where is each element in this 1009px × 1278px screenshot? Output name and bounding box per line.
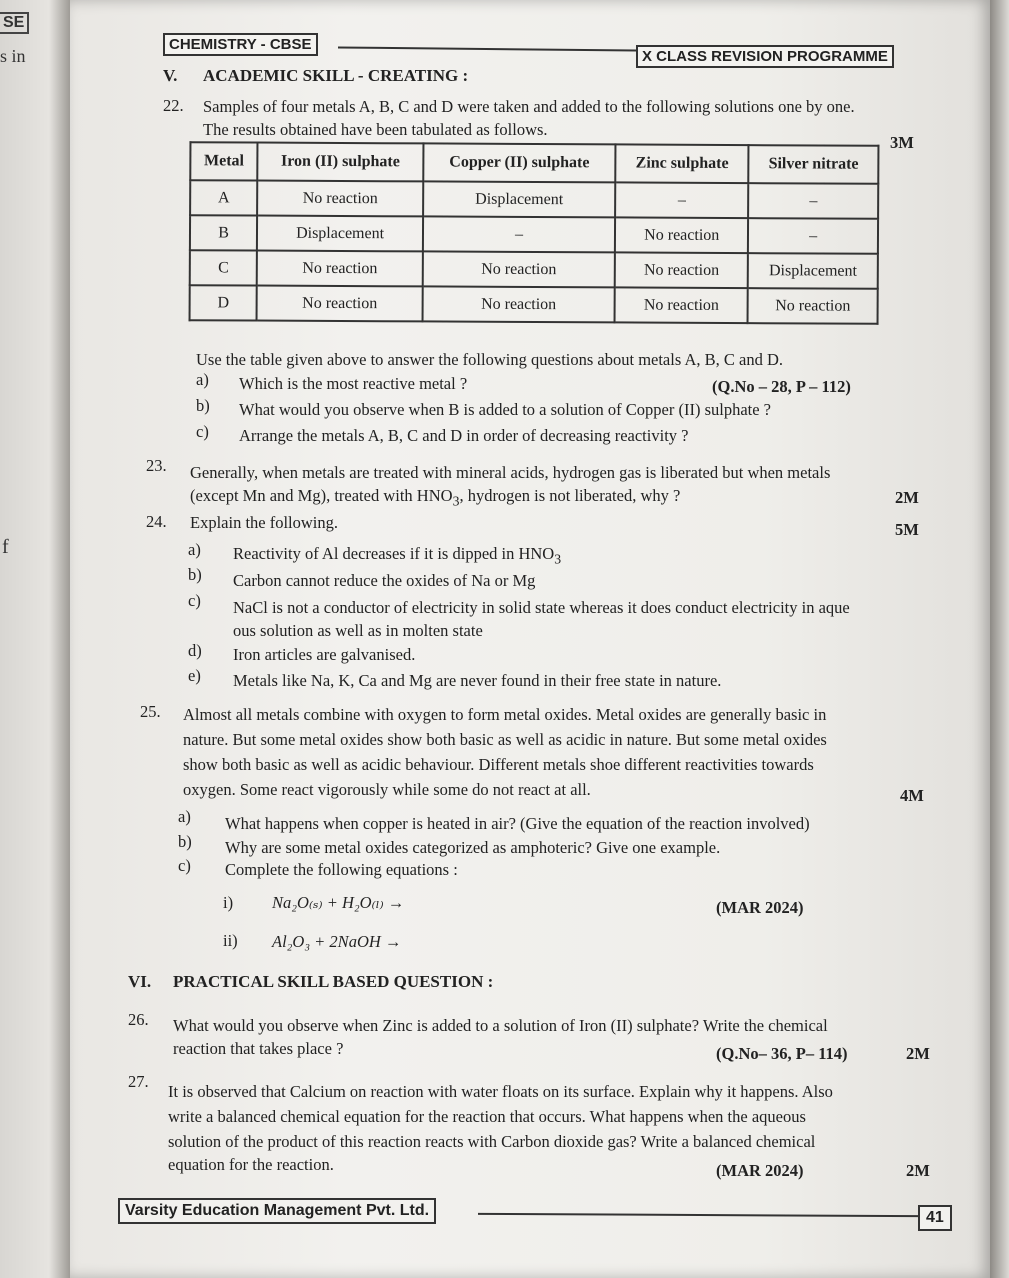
text-segment: (except Mn and Mg), treated with HNO [190, 486, 453, 505]
table-cell: D [190, 285, 257, 320]
table-cell: No reaction [615, 217, 748, 253]
marks-label: 5M [895, 520, 919, 539]
sub-question: NaCl is not a conductor of electricity in solid state whereas it does conduct electricity in aque [233, 598, 850, 617]
reference-label: (MAR 2024) [716, 898, 804, 917]
question-text: Explain the following. [190, 513, 339, 532]
sub-question: ous solution as well as in molten state [233, 621, 483, 640]
sub-question: Arrange the metals A, B, C and D in order of decreasing reactivity ? [239, 426, 689, 445]
reference-label: (Q.No– 36, P– 114) [716, 1044, 848, 1063]
sub-question: Complete the following equations : [225, 860, 458, 879]
sub-label: ii) [223, 931, 238, 950]
table-cell: No reaction [422, 286, 614, 322]
sub-question: Carbon cannot reduce the oxides of Na or Mg [233, 571, 536, 590]
table-header-cell: Metal [190, 142, 257, 180]
table-cell: Displacement [748, 253, 878, 289]
table-cell: No reaction [615, 287, 748, 323]
table-cell: – [748, 218, 878, 254]
sub-label: a) [178, 807, 191, 826]
table-cell: C [190, 250, 257, 285]
page-number: 41 [918, 1205, 952, 1231]
question-text: reaction that takes place ? [173, 1039, 344, 1058]
table-cell: No reaction [257, 286, 423, 322]
table-cell: No reaction [423, 251, 615, 287]
question-text: The results obtained have been tabulated as follows. [203, 120, 548, 139]
question-text: Generally, when metals are treated with mineral acids, hydrogen gas is liberated but when metals [190, 463, 831, 482]
section-number: V. [163, 66, 178, 85]
question-text: show both basic as well as acidic behaviour. Different metals shoe different reactivities towards [183, 755, 814, 774]
table-cell: – [748, 183, 878, 219]
sub-question: Why are some metal oxides categorized as amphoteric? Give one example. [225, 838, 721, 857]
table-row [190, 250, 878, 289]
subscript: 3 [554, 551, 562, 567]
question-text: solution of the product of this reaction reacts with Carbon dioxide gas? Write a balanced chemical [168, 1132, 816, 1151]
table-cell: Displacement [423, 181, 615, 217]
right-page-edge [990, 0, 1009, 1278]
section-number: VI. [128, 972, 152, 991]
equation: Al₂O₃ + 2NaOH → [272, 932, 402, 951]
question-text: What would you observe when Zinc is added to a solution of Iron (II) sulphate? Write the chemical [173, 1016, 828, 1035]
question-text: equation for the reaction. [168, 1155, 334, 1174]
sub-label: a) [188, 540, 201, 559]
table-header-cell: Iron (II) sulphate [258, 143, 424, 182]
sub-question: Iron articles are galvanised. [233, 645, 416, 664]
table-cell: No reaction [257, 251, 423, 287]
table-row [190, 215, 878, 254]
question-text: write a balanced chemical equation for the reaction that occurs. What happens when the aqueous [168, 1107, 806, 1126]
sub-label: b) [178, 832, 192, 851]
table-cell: No reaction [257, 181, 423, 217]
marks-label: 3M [890, 133, 914, 152]
sub-label: b) [188, 565, 202, 584]
table-cell: – [423, 216, 615, 252]
table-header-cell: Silver nitrate [749, 145, 879, 184]
table-cell: A [190, 180, 257, 215]
sub-label: c) [188, 591, 201, 610]
sub-label: d) [188, 641, 202, 660]
question-number: 27. [128, 1072, 149, 1091]
marks-label: 2M [895, 488, 919, 507]
sub-question: What would you observe when B is added to a solution of Copper (II) sulphate ? [239, 400, 772, 419]
sub-question [233, 542, 561, 570]
table-row [190, 285, 878, 324]
question-number: 26. [128, 1010, 149, 1029]
question-text: nature. But some metal oxides show both basic as well as acidic in nature. But some metal oxides [183, 730, 827, 749]
question-text [190, 484, 680, 512]
marks-label: 2M [906, 1161, 930, 1180]
table-cell: – [615, 182, 748, 218]
programme-header: X CLASS REVISION PROGRAMME [636, 45, 894, 68]
left-margin-letter: f [2, 536, 9, 558]
table-cell: B [190, 215, 257, 250]
publisher-footer: Varsity Education Management Pvt. Ltd. [118, 1198, 436, 1224]
sub-label: a) [196, 370, 209, 389]
section-title: ACADEMIC SKILL - CREATING : [203, 66, 469, 85]
text-segment: Reactivity of Al decreases if it is dipped in HNO [233, 544, 555, 563]
question-number: 22. [163, 96, 184, 115]
table-cell: No reaction [615, 252, 748, 288]
text-segment: , hydrogen is not liberated, why ? [459, 486, 681, 505]
sub-label: i) [223, 893, 234, 912]
reference-label: (MAR 2024) [716, 1161, 804, 1180]
equation: Na₂O₍ₛ₎ + H₂O₍ₗ₎ → [272, 893, 405, 912]
left-margin-text: s in [0, 46, 26, 66]
sub-label: c) [196, 422, 209, 441]
sub-label: e) [188, 666, 201, 685]
sub-question: Which is the most reactive metal ? [239, 374, 468, 393]
left-margin-box-text: SE [0, 12, 29, 34]
question-text: Almost all metals combine with oxygen to form metal oxides. Metal oxides are generally basic in [183, 705, 827, 724]
table-cell: No reaction [748, 288, 878, 324]
marks-label: 4M [900, 786, 924, 805]
table-row [190, 180, 878, 219]
left-page-edge [0, 0, 70, 1278]
marks-label: 2M [906, 1044, 930, 1063]
question-number: 25. [140, 702, 161, 721]
table-cell: Displacement [257, 216, 423, 252]
question-text: Samples of four metals A, B, C and D were taken and added to the following solutions one by one. [203, 97, 855, 116]
instruction-text: Use the table given above to answer the following questions about metals A, B, C and D. [196, 350, 784, 369]
reference-label: (Q.No – 28, P – 112) [712, 377, 851, 396]
subject-header: CHEMISTRY - CBSE [163, 33, 318, 56]
subscript: 3 [452, 493, 460, 509]
sub-label: c) [178, 856, 191, 875]
table-header-row [190, 142, 878, 184]
question-text: It is observed that Calcium on reaction with water floats on its surface. Explain why it happens. Also [168, 1082, 833, 1101]
question-text: oxygen. Some react vigorously while some do not react at all. [183, 780, 591, 799]
sub-label: b) [196, 396, 210, 415]
question-number: 24. [146, 512, 167, 531]
section-title: PRACTICAL SKILL BASED QUESTION : [173, 972, 494, 991]
table-header-cell: Zinc sulphate [615, 144, 748, 183]
sub-question: Metals like Na, K, Ca and Mg are never found in their free state in nature. [233, 671, 722, 690]
results-table [189, 141, 880, 325]
question-number: 23. [146, 456, 167, 475]
table-header-cell: Copper (II) sulphate [423, 143, 615, 182]
sub-question: What happens when copper is heated in air? (Give the equation of the reaction involved) [225, 814, 810, 833]
